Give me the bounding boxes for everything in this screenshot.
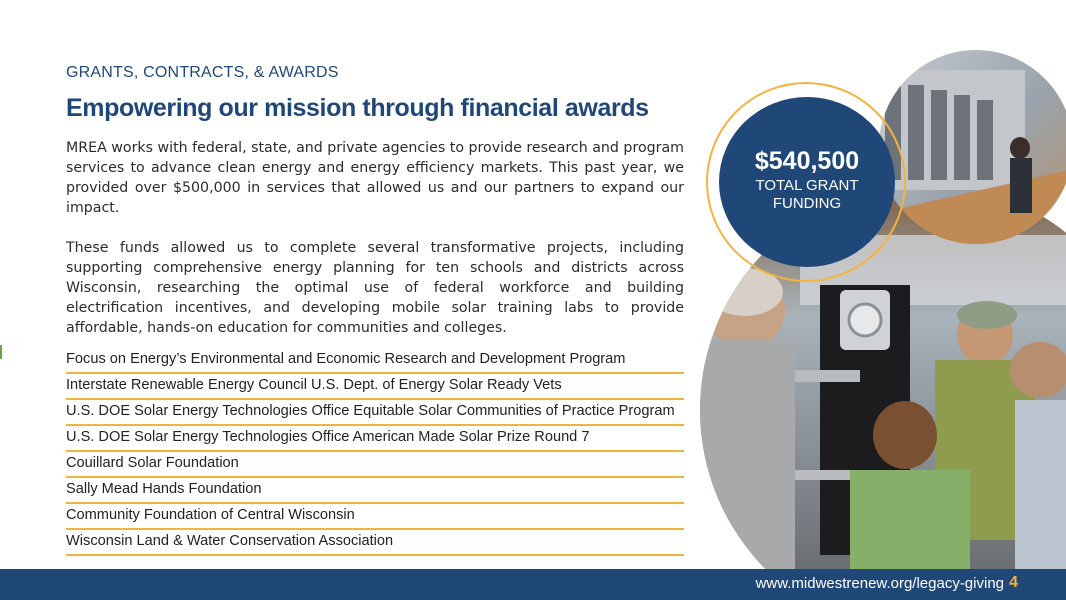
grant-total-label-line-2: FUNDING (772, 195, 842, 212)
award-item: Sally Mead Hands Foundation (66, 480, 684, 504)
projects-paragraph: These funds allowed us to complete several transformative projects, including supporting comprehensive energy planning for ten schools and districts across Wisconsin, researching the optimal use of federal workforce and building electrification incentives, and developing mobile solar training labs to provide affordable, hands-on education for communities and colleges. (66, 240, 684, 336)
award-item: Community Foundation of Central Wisconsin (66, 506, 684, 530)
intro-paragraph: MREA works with federal, state, and private agencies to provide research and program services to advance clean energy and energy efficiency markets. This past year, we provided over $500,000 in services that allowed us and our partners to expand our impact. (66, 140, 684, 216)
award-item: Wisconsin Land & Water Conservation Association (66, 532, 684, 556)
section-label: GRANTS, CONTRACTS, & AWARDS (66, 64, 339, 81)
grant-total-label-line-1: TOTAL GRANT (755, 177, 859, 194)
footer-url-link[interactable]: www.midwestrenew.org/legacy-giving (755, 575, 1004, 592)
grant-total-label (719, 177, 895, 213)
award-item: U.S. DOE Solar Energy Technologies Office Equitable Solar Communities of Practice Program (66, 402, 684, 426)
grant-total-amount: $540,500 (754, 147, 860, 175)
footer-bar (0, 569, 1066, 600)
page-number: 4 (1009, 574, 1018, 591)
edge-accent (0, 345, 2, 359)
grant-total-badge (719, 97, 895, 267)
award-item: Focus on Energy’s Environmental and Economic Research and Development Program (66, 350, 684, 374)
award-item: Interstate Renewable Energy Council U.S. Dept. of Energy Solar Ready Vets (66, 376, 684, 400)
awards-list (66, 350, 684, 558)
award-item: U.S. DOE Solar Energy Technologies Office American Made Solar Prize Round 7 (66, 428, 684, 452)
award-item: Couillard Solar Foundation (66, 454, 684, 478)
page-title: Empowering our mission through financial awards (66, 94, 649, 122)
